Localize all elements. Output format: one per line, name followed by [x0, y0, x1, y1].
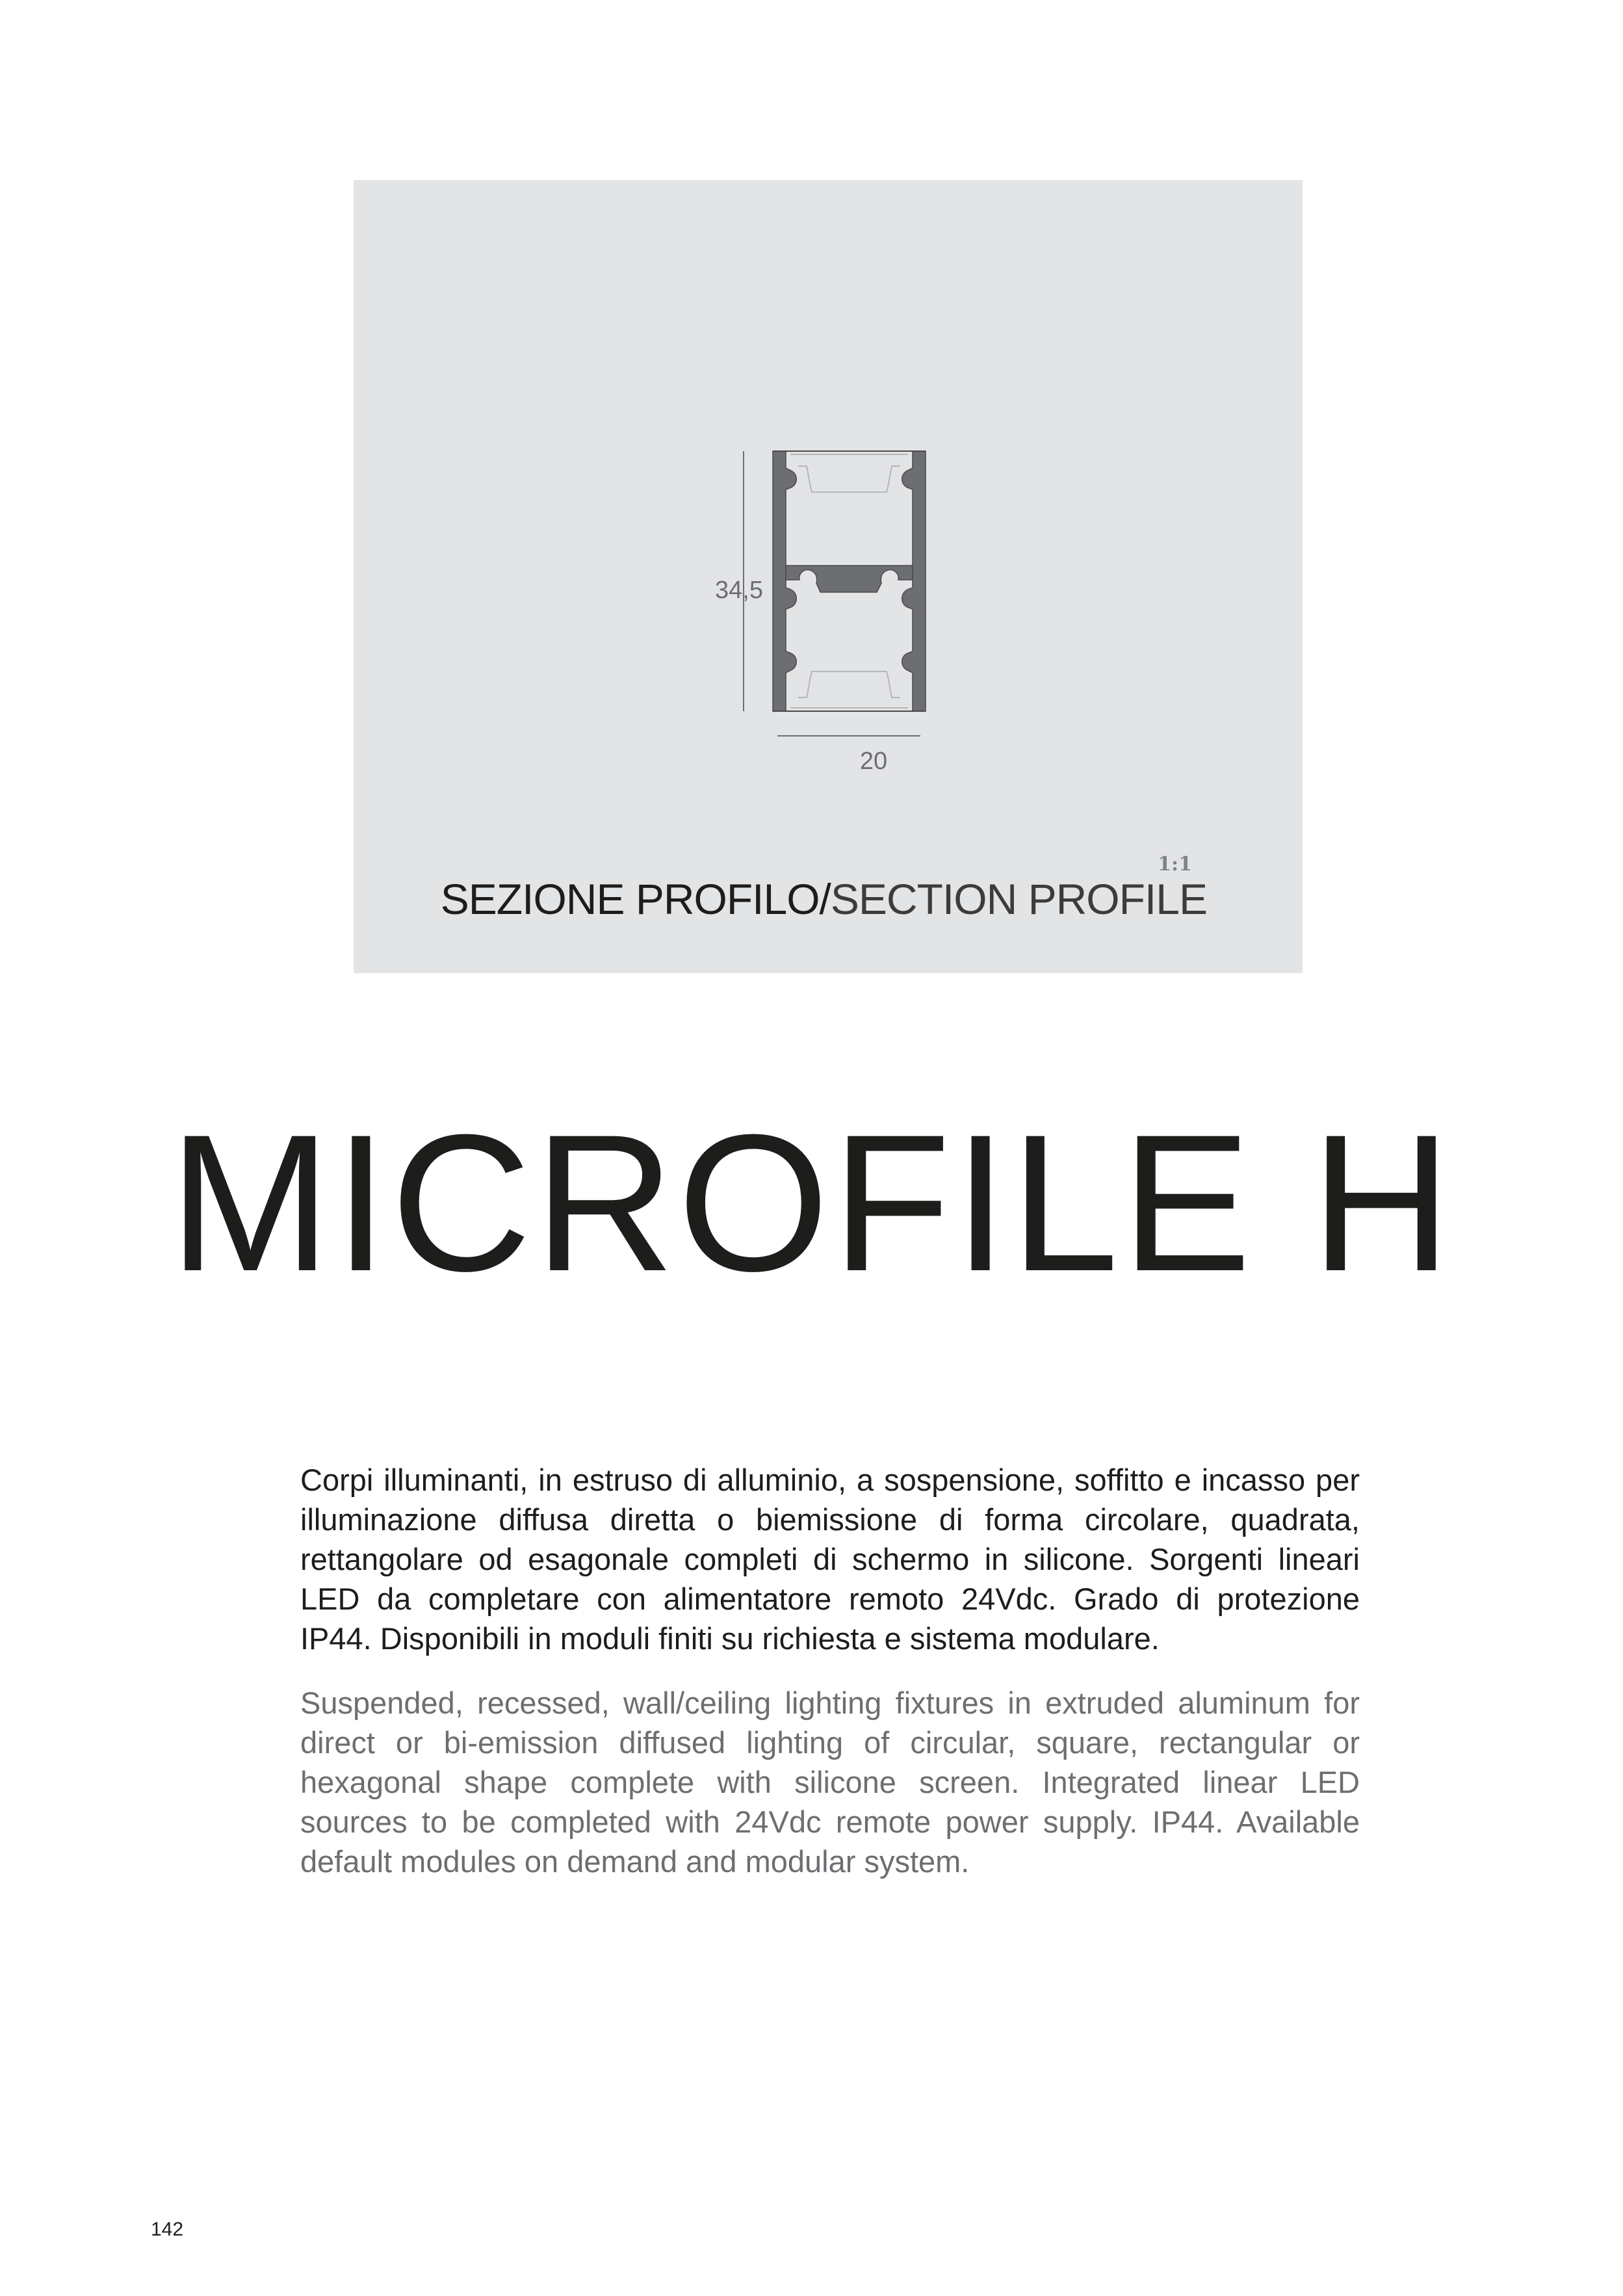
upper-screen-outline — [790, 454, 908, 492]
profile-left-wall — [773, 451, 796, 711]
section-profile-panel — [354, 180, 1303, 973]
section-title-english: SECTION PROFILE — [830, 875, 1207, 923]
description-english: Suspended, recessed, wall/ceiling lighting fixtures in extruded aluminum for direct or bi-emission diffused lighting of circular, square, rectangular or hexagonal shape complete with silicone screen. Integrated linear LED sources to be completed with 24Vdc remote power supply. IP44. Available default modules on demand and modular system. — [300, 1686, 1360, 1879]
product-title: MICROFILE H — [168, 1093, 1455, 1312]
section-title-italian: SEZIONE PROFILO — [440, 875, 820, 923]
lower-screen-outline — [790, 672, 908, 708]
section-title-separator: / — [819, 875, 831, 923]
profile-right-wall — [902, 451, 926, 711]
page-number: 142 — [151, 2219, 184, 2240]
description-italian: Corpi illuminanti, in estruso di alluminio, a sospensione, soffitto e incasso per illuminazione diffusa diretta o biemissione di forma circolare, quadrata, rettangolare od esagonale completi di schermo in silicone. Sorgenti lineari LED da completare con alimentatore remoto 24Vdc. Grado di protezione IP44. Disponibili in moduli finiti su richiesta e sistema modulare. — [300, 1463, 1360, 1656]
section-profile-title — [354, 875, 1207, 923]
scale-label: 1:1 — [1158, 853, 1192, 876]
width-dimension-label: 20 — [859, 748, 888, 775]
height-dimension-label: 34,5 — [715, 577, 763, 604]
profile-central-web — [786, 566, 913, 592]
